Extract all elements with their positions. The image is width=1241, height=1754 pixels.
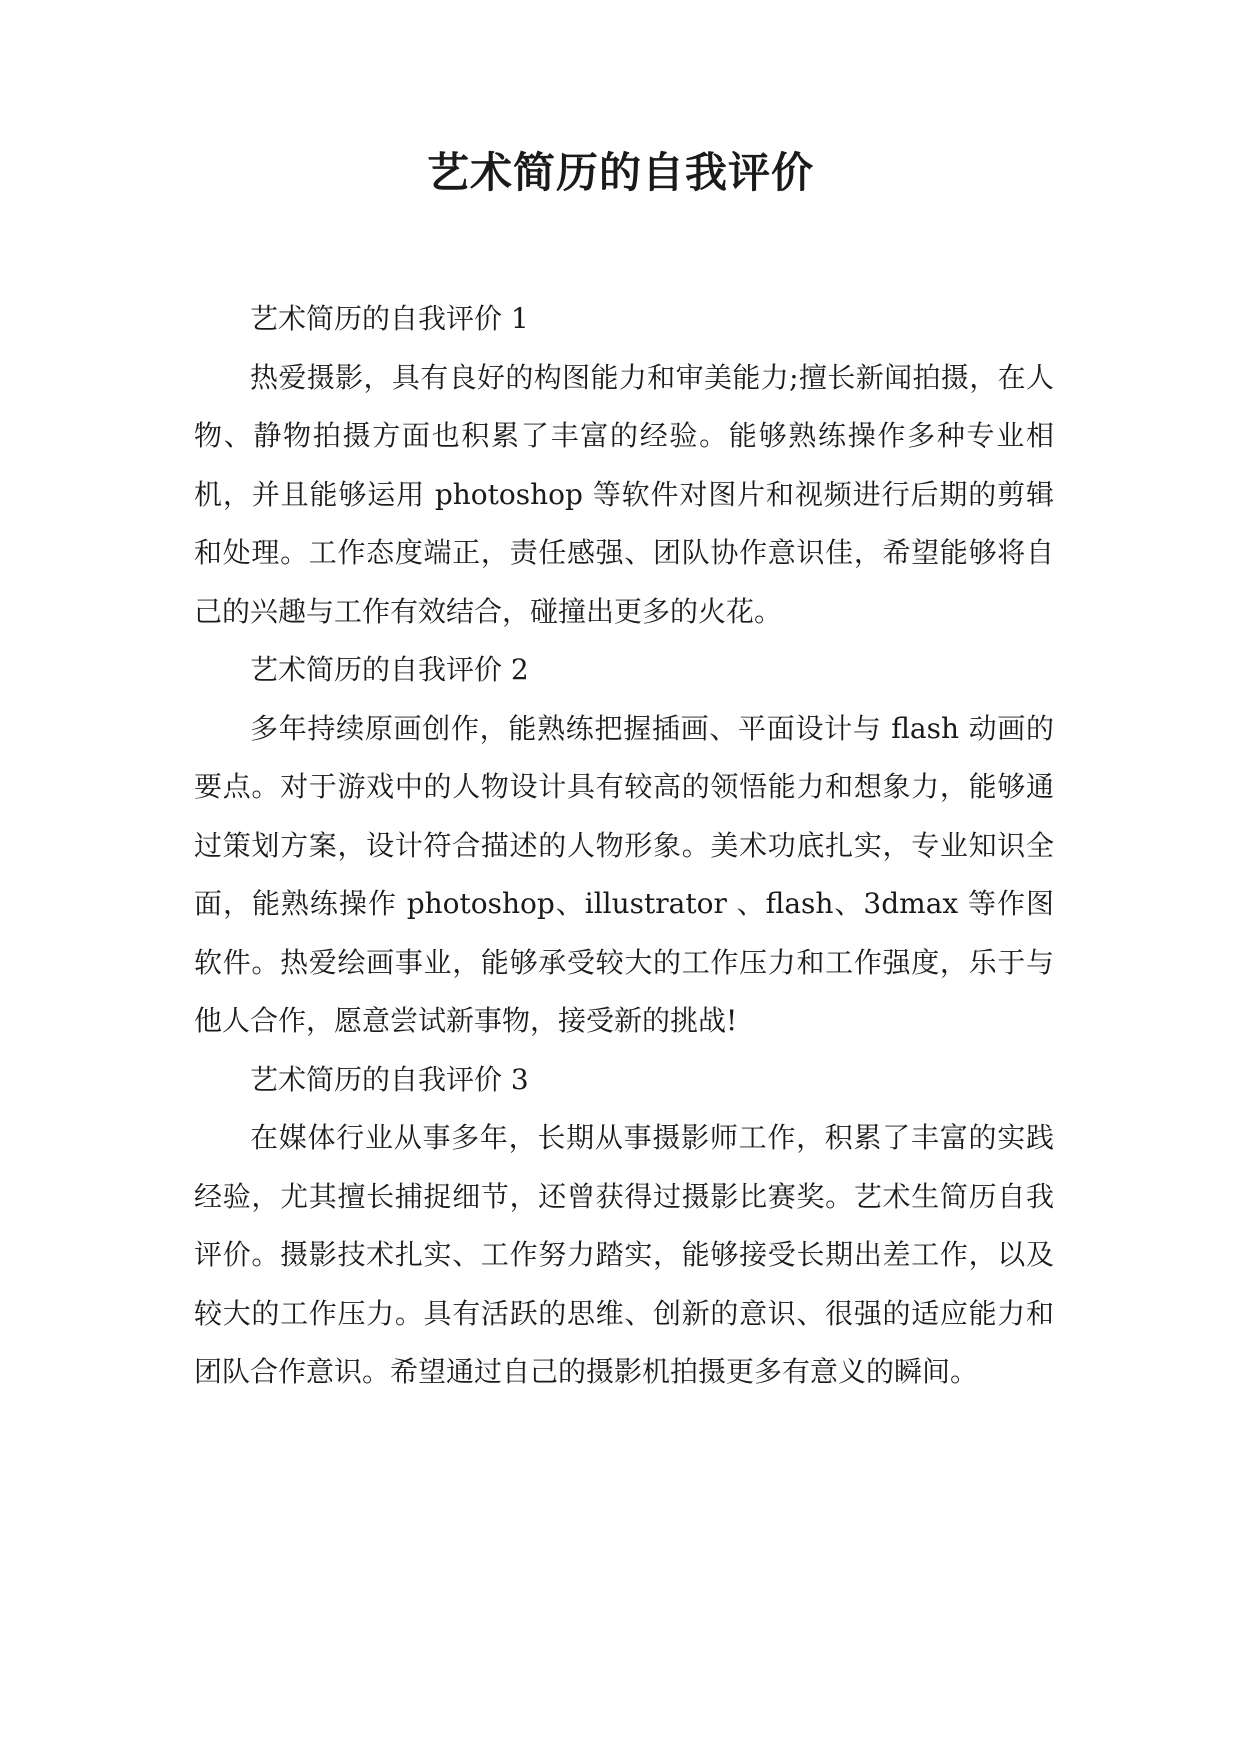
section-body-1: 热爱摄影，具有良好的构图能力和审美能力;擅长新闻拍摄，在人物、静物拍摄方面也积累了丰富的经验。能够熟练操作多种专业相机，并且能够运用 photoshop 等软件对图片和视频进行后期的剪辑和处理。工作态度端正，责任感强、团队协作意识佳，希望能够将自己的兴趣与工作有效结合，碰撞出更多的火花。 <box>194 360 1054 628</box>
document-title: 艺术简历的自我评价 <box>426 148 814 197</box>
section-heading-3: 艺术简历的自我评价 3 <box>250 1062 529 1096</box>
section-body-3: 在媒体行业从事多年，长期从事摄影师工作，积累了丰富的实践经验，尤其擅长捕捉细节，还曾获得过摄影比赛奖。艺术生简历自我评价。摄影技术扎实、工作努力踏实，能够接受长期出差工作，以及较大的工作压力。具有活跃的思维、创新的意识、很强的适应能力和团队合作意识。希望通过自己的摄影机拍摄更多有意义的瞬间。 <box>194 1121 1054 1388</box>
document-body <box>194 290 1054 1402</box>
section-body-2: 多年持续原画创作，能熟练把握插画、平面设计与 flash 动画的要点。对于游戏中的人物设计具有较高的领悟能力和想象力，能够通过策划方案，设计符合描述的人物形象。美术功底扎实，专业知识全面，能熟练操作 photoshop、illustrator 、flash、3dmax 等作图软件。热爱绘画事业，能够承受较大的工作压力和工作强度，乐于与他人合作，愿意尝试新事物，接受新的挑战! <box>194 711 1054 1037</box>
section-heading-1: 艺术简历的自我评价 1 <box>250 302 529 335</box>
section-heading-2: 艺术简历的自我评价 2 <box>250 653 529 686</box>
